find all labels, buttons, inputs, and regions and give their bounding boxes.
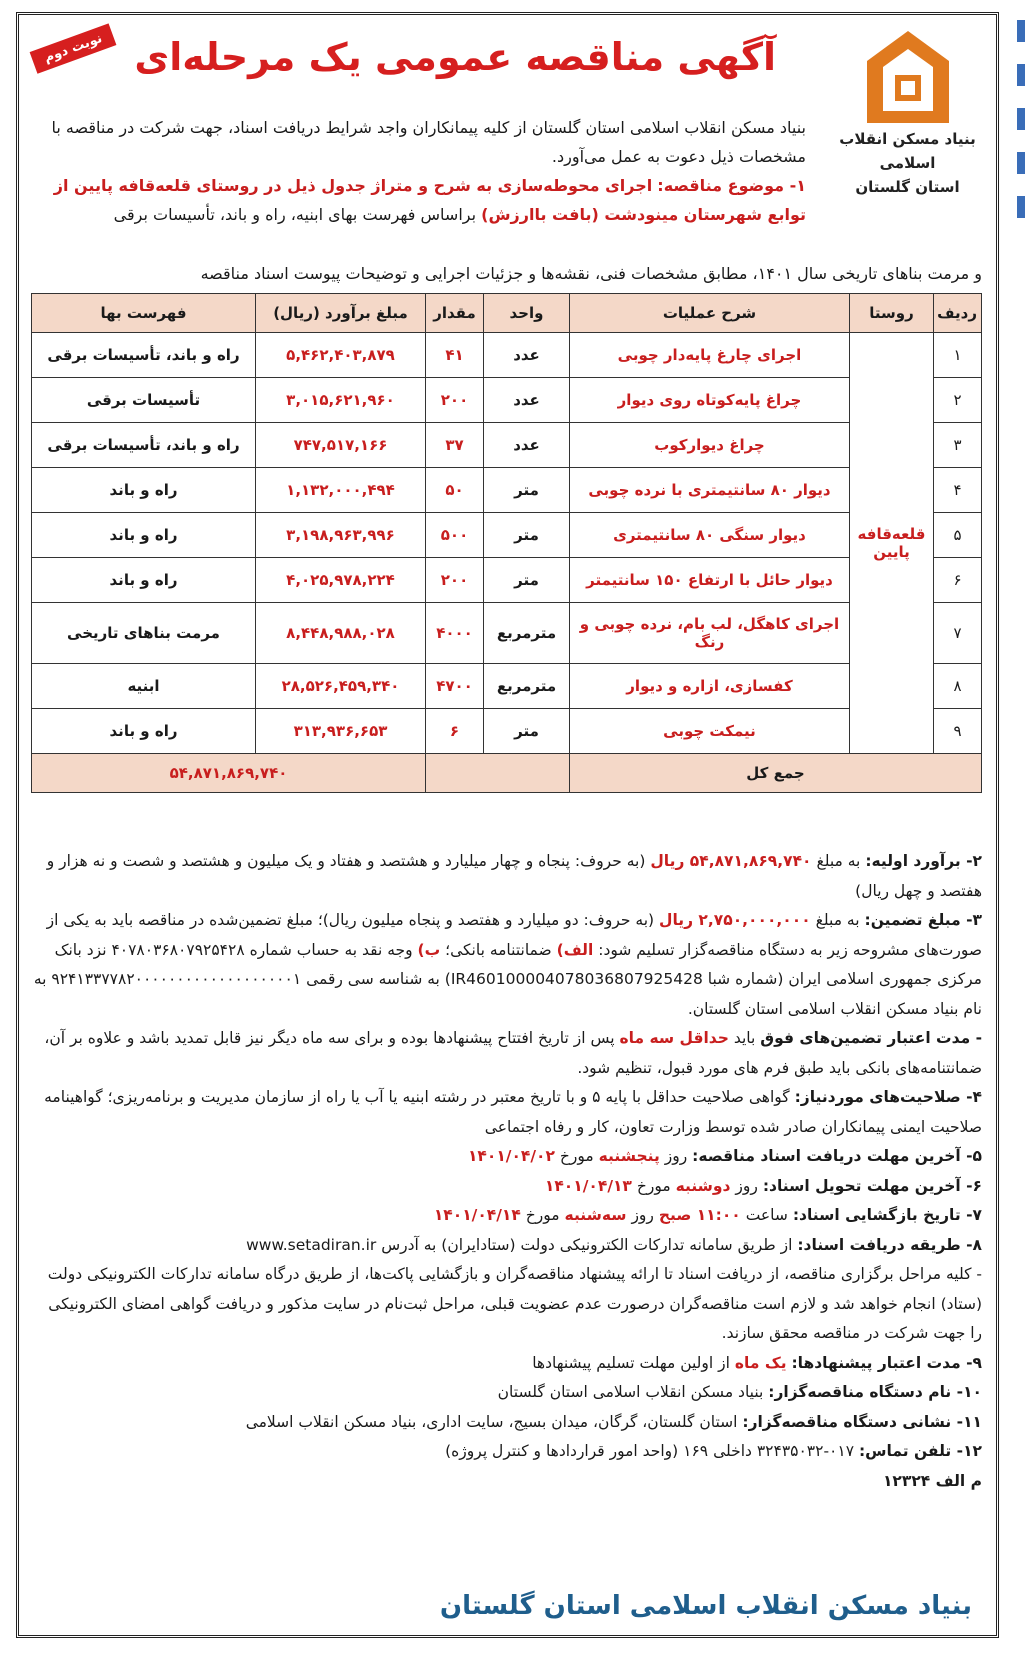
notice-code: م الف ۱۲۳۲۴ bbox=[882, 1471, 982, 1490]
quantity-cell: ۳۷ bbox=[426, 423, 484, 468]
table-row bbox=[32, 709, 982, 754]
operation-cell: دیوار ۸۰ سانتیمتری با نرده چوبی bbox=[570, 468, 850, 513]
table-row bbox=[32, 468, 982, 513]
topic-paragraph bbox=[43, 171, 806, 229]
table-row bbox=[32, 378, 982, 423]
intro-section bbox=[43, 113, 806, 229]
section-2-text: (به حروف: پنجاه و چهار میلیارد و هشتصد و هفتاد و یک میلیون و هشتصد و شصت و نه هزار و هفتصد و چهل ریال) bbox=[46, 852, 982, 900]
section-6-pre: روز bbox=[735, 1176, 758, 1195]
section-9-offer-validity bbox=[33, 1349, 982, 1379]
section-6-day: دوشنبه bbox=[675, 1176, 731, 1195]
section-8-method bbox=[33, 1231, 982, 1261]
row-number: ۵ bbox=[934, 513, 982, 558]
amount-cell: ۵,۴۶۲,۴۰۳,۸۷۹ bbox=[256, 333, 426, 378]
validity-label: - مدت اعتبار تضمین‌های فوق bbox=[760, 1029, 982, 1047]
section-6-date: ۱۴۰۱/۰۴/۱۳ bbox=[544, 1176, 632, 1195]
row-number: ۶ bbox=[934, 558, 982, 603]
section-2-label: ۲- برآورد اولیه: bbox=[865, 852, 982, 870]
operation-cell: نیمکت چوبی bbox=[570, 709, 850, 754]
table-header-row bbox=[32, 294, 982, 333]
electronic-process-note: - کلیه مراحل برگزاری مناقصه، از دریافت اسناد تا ارائه پیشنهاد مناقصه‌گران و بازگشایی پاکت‌ها، از طریق درگاه سامانه تدارکات الکترونیکی دولت (ستاد) انجام خواهد شد و لازم است مناقصه‌گران درصورت عدم عضویت قبلی، مراحل ثبت‌نام در سایت مذکور و دریافت گواهی امضای الکترونیکی را جهت شرکت در مناقصه محقق سازند. bbox=[47, 1265, 982, 1342]
row-number: ۲ bbox=[934, 378, 982, 423]
quantity-cell: ۲۰۰ bbox=[426, 378, 484, 423]
section-12-text: ۰۱۷-۳۲۴۳۵۰۳۲ داخلی ۱۶۹ (واحد امور قراردادها و کنترل پروژه) bbox=[445, 1442, 855, 1460]
row-number: ۴ bbox=[934, 468, 982, 513]
section-7-mid2: مورخ bbox=[525, 1206, 560, 1224]
section-9-text: از اولین مهلت تسلیم پیشنهادها bbox=[532, 1353, 730, 1372]
price-list-cell: ابنیه bbox=[32, 664, 256, 709]
section-7-opening bbox=[33, 1201, 982, 1231]
validity-pre: باید bbox=[733, 1029, 756, 1047]
quantity-cell: ۴۰۰۰ bbox=[426, 603, 484, 664]
section-6-label: ۶- آخرین مهلت تحویل اسناد: bbox=[762, 1176, 982, 1195]
quantity-cell: ۶ bbox=[426, 709, 484, 754]
amount-cell: ۴,۰۲۵,۹۷۸,۲۲۴ bbox=[256, 558, 426, 603]
section-3-option-b-text: وجه نقد به حساب شماره ۴۰۷۸۰۳۶۸۰۷۹۲۵۴۲۸ نزد بانک مرکزی جمهوری اسلامی ایران (شماره شبا IR460100004078036807925428) به شناسه سی رقمی ۹۲۴۱۳۳۷۷۸۲۰۰۰۰۰۰۰۰۰۰۰۰۰۰۰۰۰۰۰۱ به نام بنیاد مسکن انقلاب اسلامی استان گلستان. bbox=[33, 940, 982, 1018]
section-10-label: ۱۰- نام دستگاه مناقصه‌گزار: bbox=[768, 1383, 982, 1401]
section-3-amount: ۲,۷۵۰,۰۰۰,۰۰۰ ریال bbox=[659, 911, 811, 929]
price-list-cell: راه و باند، تأسیسات برقی bbox=[32, 423, 256, 468]
col-header-row-no: ردیف bbox=[934, 294, 982, 333]
amount-cell: ۳,۱۹۸,۹۶۳,۹۹۶ bbox=[256, 513, 426, 558]
section-12-label: ۱۲- تلفن تماس: bbox=[858, 1442, 982, 1460]
section-2-pre: به مبلغ bbox=[816, 852, 861, 870]
section-7-time: ۱۱:۰۰ صبح bbox=[658, 1206, 741, 1224]
table-total-row bbox=[32, 754, 982, 793]
section-4-qualifications bbox=[33, 1083, 982, 1142]
operation-cell: دیوار حائل با ارتفاع ۱۵۰ سانتیمتر bbox=[570, 558, 850, 603]
validity-period: حداقل سه ماه bbox=[619, 1029, 729, 1047]
amount-cell: ۳۱۳,۹۳۶,۶۵۳ bbox=[256, 709, 426, 754]
price-list-cell: راه و باند bbox=[32, 513, 256, 558]
col-header-amount: مبلغ برآورد (ریال) bbox=[256, 294, 426, 333]
intro-paragraph: بنیاد مسکن انقلاب اسلامی استان گلستان از کلیه پیمانکاران واجد شرایط دریافت اسناد، جهت شرکت در مناقصه با مشخصات ذیل دعوت به عمل می‌آورد. bbox=[51, 118, 806, 166]
table-row bbox=[32, 333, 982, 378]
table-row bbox=[32, 603, 982, 664]
section-11-text: استان گلستان، گرگان، میدان بسیج، سایت اداری، بنیاد مسکن انقلاب اسلامی bbox=[245, 1412, 738, 1431]
row-number: ۷ bbox=[934, 603, 982, 664]
section-9-label: ۹- مدت اعتبار پیشنهادها: bbox=[791, 1353, 982, 1372]
quantity-cell: ۲۰۰ bbox=[426, 558, 484, 603]
unit-cell: مترمربع bbox=[484, 603, 570, 664]
section-9-period: یک ماه bbox=[734, 1353, 787, 1372]
section-4-label: ۴- صلاحیت‌های موردنیاز: bbox=[794, 1088, 982, 1106]
section-7-label: ۷- تاریخ بازگشایی اسناد: bbox=[792, 1206, 982, 1224]
topic-rest: براساس فهرست بهای ابنیه، راه و باند، تأسیسات برقی bbox=[113, 205, 477, 224]
topic-line-2: و مرمت بناهای تاریخی سال ۱۴۰۱، مطابق مشخصات فنی، نقشه‌ها و جزئیات اجرایی و توضیحات پیوست اسناد مناقصه bbox=[200, 264, 982, 283]
price-list-cell: راه و باند، تأسیسات برقی bbox=[32, 333, 256, 378]
table-row bbox=[32, 423, 982, 468]
topic-label: ۱- موضوع مناقصه: bbox=[657, 176, 806, 195]
logo-line-1: بنیاد مسکن انقلاب اسلامی bbox=[839, 130, 976, 172]
quantity-cell: ۵۰ bbox=[426, 468, 484, 513]
section-8-label: ۸- طریقه دریافت اسناد: bbox=[797, 1235, 982, 1254]
section-10-text: بنیاد مسکن انقلاب اسلامی استان گلستان bbox=[497, 1383, 764, 1401]
amount-cell: ۱,۱۳۲,۰۰۰,۴۹۴ bbox=[256, 468, 426, 513]
unit-cell: عدد bbox=[484, 378, 570, 423]
unit-cell: عدد bbox=[484, 333, 570, 378]
col-header-quantity: مقدار bbox=[426, 294, 484, 333]
validity-text: پس از تاریخ افتتاح پیشنهادها بوده و برای سه ماه دیگر نیز قابل تمدید باشد و علاوه بر آن، ضمانتنامه‌های بانکی باید طبق فرم های مورد قبول، تنظیم شود. bbox=[44, 1029, 982, 1077]
section-3-guarantee bbox=[33, 906, 982, 1024]
operation-cell: چراغ پایه‌کوتاه روی دیوار bbox=[570, 378, 850, 423]
price-list-cell: راه و باند bbox=[32, 558, 256, 603]
operation-cell: چراغ دیوارکوب bbox=[570, 423, 850, 468]
unit-cell: عدد bbox=[484, 423, 570, 468]
section-5-label: ۵- آخرین مهلت دریافت اسناد مناقصه: bbox=[692, 1147, 982, 1165]
row-number: ۸ bbox=[934, 664, 982, 709]
section-11-label: ۱۱- نشانی دستگاه مناقصه‌گزار: bbox=[742, 1412, 982, 1431]
total-label: جمع کل bbox=[570, 754, 982, 793]
section-12-phone bbox=[33, 1437, 982, 1467]
price-list-cell: راه و باند bbox=[32, 468, 256, 513]
village-cell: قلعه‌قافه پایین bbox=[850, 333, 934, 754]
section-3-option-a-text: ضمانتنامه بانکی؛ bbox=[445, 940, 552, 959]
edge-color-strip bbox=[1017, 20, 1027, 250]
amount-cell: ۲۸,۵۲۶,۴۵۹,۳۴۰ bbox=[256, 664, 426, 709]
row-number: ۹ bbox=[934, 709, 982, 754]
price-list-cell: مرمت بناهای تاریخی bbox=[32, 603, 256, 664]
section-5-date: ۱۴۰۱/۰۴/۰۲ bbox=[467, 1147, 555, 1165]
table-row bbox=[32, 664, 982, 709]
amount-cell: ۷۴۷,۵۱۷,۱۶۶ bbox=[256, 423, 426, 468]
second-round-badge: نوبت دوم bbox=[30, 23, 117, 74]
section-3-option-b: ب) bbox=[417, 940, 441, 959]
logo-line-2: استان گلستان bbox=[855, 178, 960, 196]
total-amount: ۵۴,۸۷۱,۸۶۹,۷۴۰ bbox=[32, 754, 426, 793]
section-3-text: (به حروف: دو میلیارد و هفتصد و پنجاه میلیون ریال)؛ مبلغ تضمین‌شده در مناقصه باید به یکی از صورت‌های مشروحه زیر به دستگاه مناقصه‌گزار تسلیم شود: bbox=[46, 911, 982, 959]
operation-cell: دیوار سنگی ۸۰ سانتیمتری bbox=[570, 513, 850, 558]
quantity-cell: ۴۱ bbox=[426, 333, 484, 378]
operation-cell: اجرای کاهگل، لب بام، نرده چوبی و رنگ bbox=[570, 603, 850, 664]
org-logo bbox=[835, 27, 980, 237]
section-7-pre: ساعت bbox=[745, 1206, 788, 1224]
price-list-cell: راه و باند bbox=[32, 709, 256, 754]
notice-frame bbox=[16, 12, 999, 1638]
section-3-label: ۳- مبلغ تضمین: bbox=[864, 911, 982, 929]
section-5-day: پنجشنبه bbox=[598, 1147, 660, 1165]
table-row bbox=[32, 558, 982, 603]
section-7-mid: روز bbox=[631, 1206, 654, 1224]
section-7-day: سه‌شنبه bbox=[564, 1206, 627, 1224]
section-6-mid: مورخ bbox=[636, 1176, 671, 1195]
operations-table bbox=[31, 293, 982, 793]
row-number: ۱ bbox=[934, 333, 982, 378]
unit-cell: متر bbox=[484, 513, 570, 558]
housing-foundation-logo-icon bbox=[863, 27, 953, 127]
section-10-organizer bbox=[33, 1378, 982, 1408]
section-2-amount: ۵۴,۸۷۱,۸۶۹,۷۴۰ ریال bbox=[650, 852, 812, 870]
unit-cell: متر bbox=[484, 468, 570, 513]
section-8-text: از طریق سامانه تدارکات الکترونیکی دولت (ستادایران) به آدرس www.setadiran.ir bbox=[246, 1235, 793, 1254]
total-spacer bbox=[426, 754, 570, 793]
price-list-cell: تأسیسات برقی bbox=[32, 378, 256, 423]
section-3-pre: به مبلغ bbox=[815, 911, 860, 929]
section-2-estimate bbox=[33, 847, 982, 906]
section-5-doc-deadline bbox=[33, 1142, 982, 1172]
section-3-option-a: الف) bbox=[556, 940, 594, 959]
guarantee-validity bbox=[33, 1024, 982, 1083]
quantity-cell: ۴۷۰۰ bbox=[426, 664, 484, 709]
terms-section bbox=[33, 847, 982, 1496]
footer-org-name: بنیاد مسکن انقلاب اسلامی استان گلستان bbox=[439, 1591, 972, 1621]
row-number: ۳ bbox=[934, 423, 982, 468]
section-5-mid: مورخ bbox=[559, 1147, 594, 1165]
section-4-text: گواهی صلاحیت حداقل با پایه ۵ و با تاریخ معتبر در رشته ابنیه یا آب یا راه از سازمان مدیریت و برنامه‌ریزی؛ گواهینامه صلاحیت ایمنی پیمانکاران صادر شده توسط وزارت تعاون، کار و رفاه اجتماعی bbox=[44, 1088, 982, 1136]
amount-cell: ۸,۴۴۸,۹۸۸,۰۲۸ bbox=[256, 603, 426, 664]
operation-cell: کفسازی، ازاره و دیوار bbox=[570, 664, 850, 709]
section-5-pre: روز bbox=[664, 1147, 688, 1165]
notice-title: آگهی مناقصه عمومی یک مرحله‌ای bbox=[134, 35, 776, 79]
operation-cell: اجرای چارغ پایه‌دار چوبی bbox=[570, 333, 850, 378]
unit-cell: متر bbox=[484, 558, 570, 603]
quantity-cell: ۵۰۰ bbox=[426, 513, 484, 558]
unit-cell: متر bbox=[484, 709, 570, 754]
col-header-price-list: فهرست بها bbox=[32, 294, 256, 333]
topic-text: اجرای محوطه‌سازی به شرح و متراژ جدول ذیل در روستای قلعه‌قافه پایین از توابع شهرستان مینودشت (بافت باارزش) bbox=[53, 176, 806, 224]
col-header-village: روستا bbox=[850, 294, 934, 333]
section-7-date: ۱۴۰۱/۰۴/۱۴ bbox=[433, 1206, 521, 1224]
table-row bbox=[32, 513, 982, 558]
col-header-unit: واحد bbox=[484, 294, 570, 333]
unit-cell: مترمربع bbox=[484, 664, 570, 709]
col-header-operation: شرح عملیات bbox=[570, 294, 850, 333]
amount-cell: ۳,۰۱۵,۶۲۱,۹۶۰ bbox=[256, 378, 426, 423]
section-6-submit-deadline bbox=[33, 1172, 982, 1202]
section-11-address bbox=[33, 1408, 982, 1438]
